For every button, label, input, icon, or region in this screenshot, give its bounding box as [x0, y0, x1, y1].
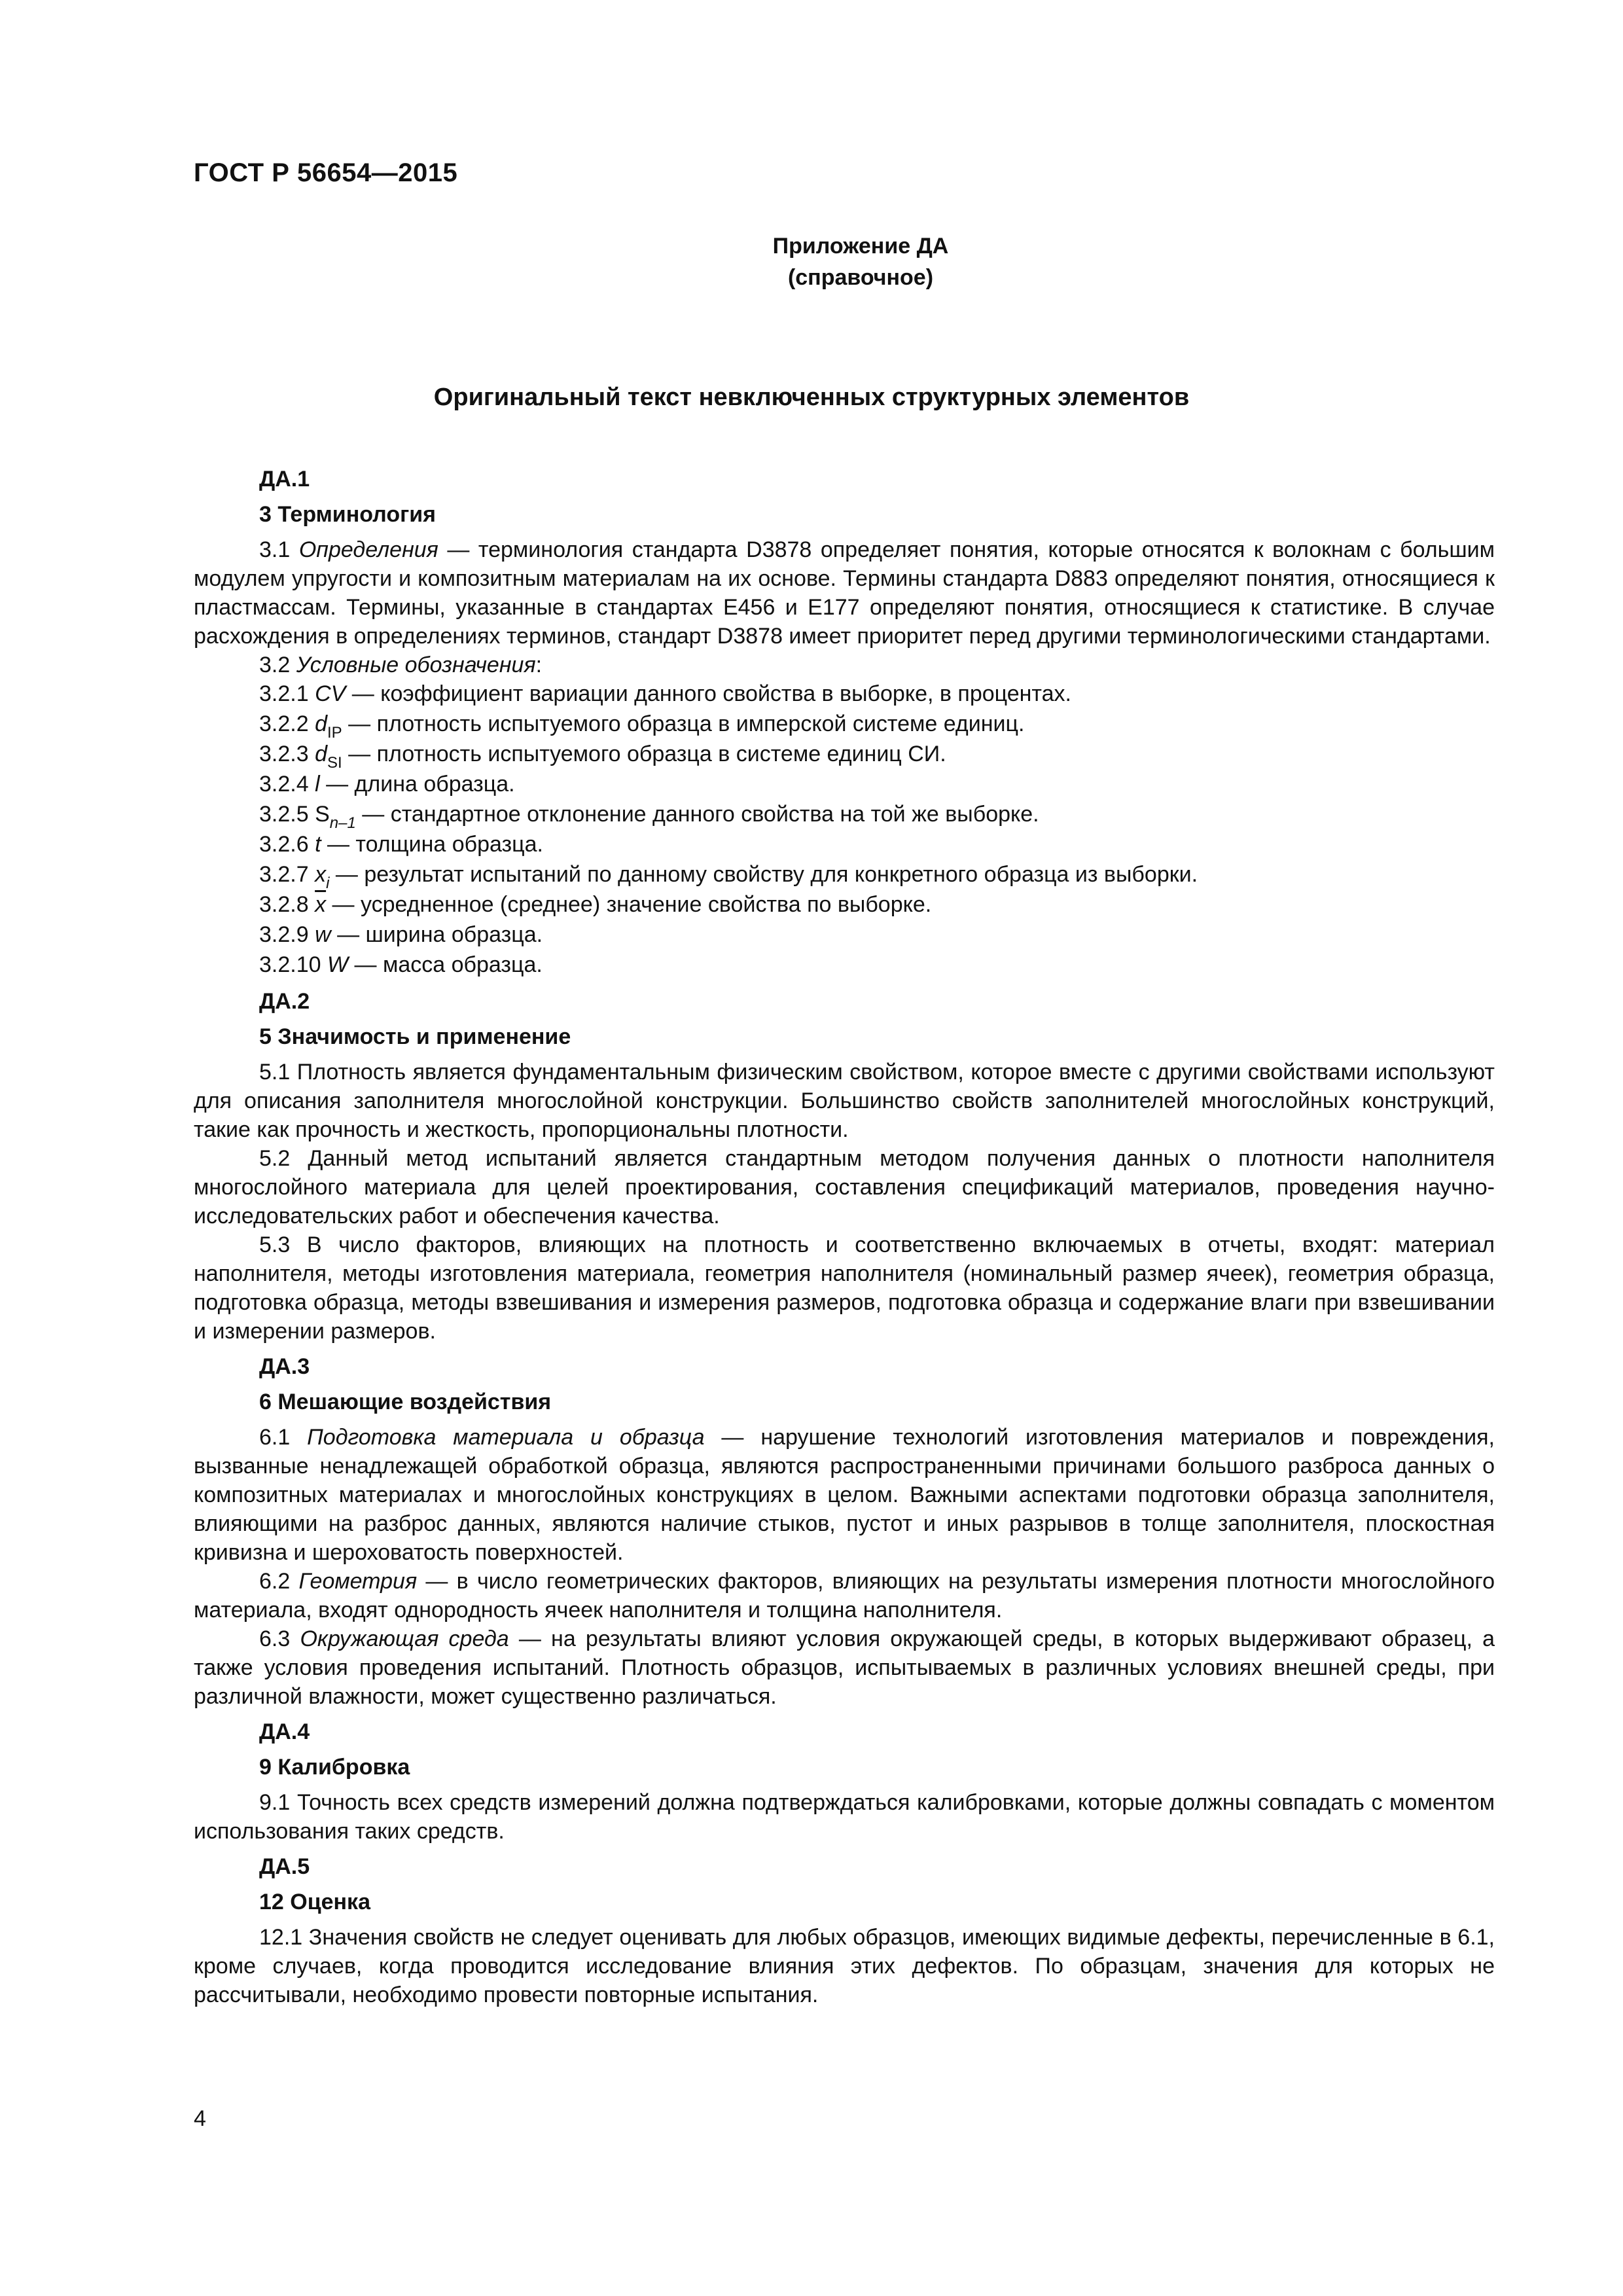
symbol: l	[315, 772, 320, 797]
section-heading-terminology: 3 Терминология	[259, 502, 436, 527]
symbol-item	[194, 770, 1495, 800]
symbol-subscript: n–1	[329, 814, 356, 832]
item-number: 3.2.5	[259, 802, 309, 827]
symbol-definition: — масса образца.	[348, 952, 543, 977]
paragraph-3-2	[194, 651, 1495, 679]
paragraph-3-1	[194, 535, 1495, 651]
symbol-item	[194, 800, 1495, 830]
symbol-definition: — толщина образца.	[321, 832, 543, 857]
symbol-item	[194, 890, 1495, 920]
symbol: t	[315, 832, 321, 857]
symbol-definition: — длина образца.	[319, 772, 515, 797]
paragraph-12-1: 12.1 Значения свойств не следует оценивать для любых образцов, имеющих видимые дефекты, перечисленные в 6.1, кроме случаев, когда проводится исследование влияния этих дефектов. По образцам, значения для которых не рассчитывали, необходимо провести повторные испытания.	[194, 1925, 1495, 2007]
appendix-heading	[0, 230, 1623, 293]
symbol-definition: — стандартное отклонение данного свойства на той же выборке.	[355, 802, 1039, 827]
paragraph-9-1: 9.1 Точность всех средств измерений должна подтверждаться калибровками, которые должны совпадать с моментом использования таких средств.	[194, 1790, 1495, 1844]
symbol-item	[194, 679, 1495, 709]
clause-text: — терминология стандарта D3878 определяет понятия, которые относятся к волокнам с большим модулем упругости и композитным материалам на их основе. Термины стандарта D883 определяют понятия, относящиеся к пластмассам. Термины, указанные в стандартах Е456 и Е177 определяют понятия, относящиеся к статистике. В случае расхождения в определениях терминов, стандарт D3878 имеет приоритет перед другими терминологическими стандартами.	[194, 537, 1495, 649]
paragraph-6-2	[194, 1567, 1495, 1624]
item-number: 3.2.6	[259, 832, 309, 857]
symbol-definition: — коэффициент вариации данного свойства в выборке, в процентах.	[346, 681, 1071, 706]
clause-number: 6.3	[259, 1626, 291, 1651]
page-title: Оригинальный текст невключенных структурных элементов	[433, 384, 1190, 411]
item-number: 3.2.4	[259, 772, 309, 797]
clause-text: — нарушение технологий изготовления материалов и повреждения, вызванные ненадлежащей обработкой образца, являются распространенными причинами большого разброса данных о композитных материалах и многослойных конструкциях в целом. Важными аспектами подготовки образца заполнителя, влияющими на разброс данных, являются наличие стыков, пустот и иных разрывов в толще заполнителя, плоскостная кривизна и шероховатость поверхностей.	[194, 1425, 1495, 1565]
clause-text: — в число геометрических факторов, влияющих на результаты измерения плотности многослойного материала, входят однородность ячеек наполнителя и толщина наполнителя.	[194, 1569, 1495, 1623]
section-heading-calibration: 9 Калибровка	[259, 1755, 410, 1780]
clause-term: Окружающая среда	[300, 1626, 509, 1651]
clause-number: 3.2	[259, 653, 291, 677]
item-number: 3.2.8	[259, 892, 309, 917]
item-number: 3.2.10	[259, 952, 321, 977]
section-id-da2: ДА.2	[259, 989, 310, 1014]
paragraph-6-1	[194, 1423, 1495, 1567]
symbol-definition: — усредненное (среднее) значение свойства по выборке.	[326, 892, 932, 917]
symbol-subscript: SI	[327, 754, 342, 772]
symbol-item	[194, 950, 1495, 980]
clause-number: 6.2	[259, 1569, 291, 1594]
symbol-item	[194, 920, 1495, 950]
clause-term: Условные обозначения	[296, 653, 536, 677]
clause-term: Определения	[298, 537, 438, 562]
symbol: d	[315, 742, 327, 766]
symbol: d	[315, 711, 327, 736]
section-heading-interferences: 6 Мешающие воздействия	[259, 1390, 552, 1414]
item-number: 3.2.1	[259, 681, 309, 706]
paragraph-5-3: 5.3 В число факторов, влияющих на плотность и соответственно включаемых в отчеты, входят: материал наполнителя, методы изготовления материала, геометрия наполнителя (номинальный размер ячеек), геометрия образца, подготовка образца, методы взвешивания и измерения размеров, подготовка образца и содержание влаги при взвешивании и измерении размеров.	[194, 1232, 1495, 1344]
paragraph-5-2: 5.2 Данный метод испытаний является стандартным методом получения данных о плотности наполнителя многослойного материала для целей проектирования, составления спецификаций материалов, проведения научно-исследовательских работ и обеспечения качества.	[194, 1146, 1495, 1229]
document-body	[194, 458, 1495, 2009]
clause-term: Подготовка материала и образца	[307, 1425, 705, 1450]
symbol: CV	[315, 681, 346, 706]
document-code: ГОСТ Р 56654—2015	[194, 158, 458, 187]
symbol-definition: — плотность испытуемого образца в имперской системе единиц.	[342, 711, 1025, 736]
symbol: $\overline{x}$	[315, 892, 327, 917]
symbol-definition: — ширина образца.	[330, 922, 543, 947]
item-number: 3.2.2	[259, 711, 309, 736]
symbol-definition: — плотность испытуемого образца в системе единиц СИ.	[342, 742, 946, 766]
symbol-item	[194, 860, 1495, 890]
symbol: w	[315, 922, 331, 947]
symbol: W	[327, 952, 349, 977]
appendix-label: Приложение ДА	[772, 234, 949, 259]
symbol-item	[194, 830, 1495, 860]
paragraph-6-3	[194, 1624, 1495, 1711]
appendix-type: (справочное)	[787, 265, 934, 290]
symbol-item	[194, 709, 1495, 740]
clause-number: 6.1	[259, 1425, 291, 1450]
symbol-item	[194, 740, 1495, 770]
clause-text: — на результаты влияют условия окружающей среды, в которых выдерживают образец, а также условия проведения испытаний. Плотность образцов, испытываемых в различных условиях внешней среды, при различной влажности, может существенно различаться.	[194, 1626, 1495, 1709]
section-id-da3: ДА.3	[259, 1354, 310, 1379]
paragraph-5-1: 5.1 Плотность является фундаментальным физическим свойством, которое вместе с другими свойствами используют для описания заполнителя многослойной конструкции. Большинство свойств заполнителей многослойных конструкций, такие как прочность и жесткость, пропорциональны плотности.	[194, 1060, 1495, 1142]
symbol-subscript: IP	[327, 724, 342, 742]
section-id-da1: ДА.1	[259, 467, 310, 492]
symbol-subscript: i	[326, 874, 330, 892]
item-number: 3.2.9	[259, 922, 309, 947]
item-number: 3.2.7	[259, 862, 309, 887]
clause-number: 3.1	[259, 537, 291, 562]
section-id-da5: ДА.5	[259, 1854, 310, 1879]
section-id-da4: ДА.4	[259, 1719, 310, 1744]
symbol-definition: — результат испытаний по данному свойству для конкретного образца из выборки.	[329, 862, 1198, 887]
section-heading-significance: 5 Значимость и применение	[259, 1024, 571, 1049]
page-number: 4	[194, 2106, 206, 2131]
symbol: x	[315, 862, 327, 887]
clause-colon: :	[535, 653, 543, 677]
symbol: S	[315, 802, 330, 827]
item-number: 3.2.3	[259, 742, 309, 766]
clause-term: Геометрия	[298, 1569, 418, 1594]
section-heading-evaluation: 12 Оценка	[259, 1890, 370, 1914]
